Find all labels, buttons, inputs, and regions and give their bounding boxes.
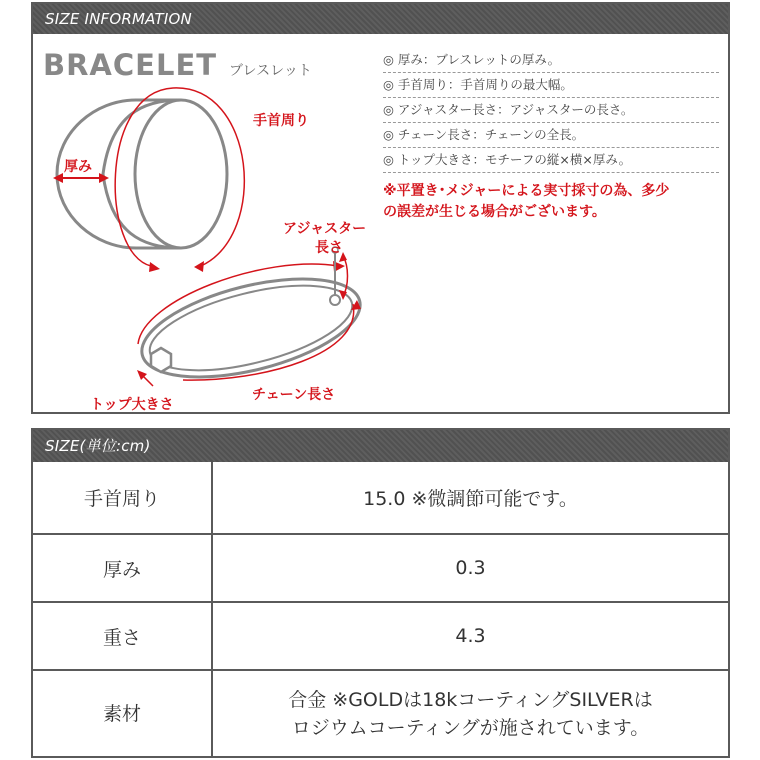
wrist-arrow-right: [194, 261, 204, 272]
adjuster-ring: [330, 295, 340, 305]
row-label: 素材: [33, 670, 212, 756]
top-motif: [151, 348, 171, 372]
adjuster-arc: [343, 256, 348, 296]
note-item: ◎ トップ大きさ：モチーフの縦×横×厚み。: [383, 148, 719, 173]
bangle-outline: [103, 100, 181, 248]
bangle-inner-ellipse: [135, 100, 227, 248]
row-value: 0.3: [212, 534, 728, 602]
note-item: ◎ アジャスター長さ：アジャスターの長さ。: [383, 98, 719, 123]
size-panel: [31, 428, 730, 758]
material-line-2: ロジウムコーティングが施されています。: [291, 716, 650, 739]
row-label: 厚み: [33, 534, 212, 602]
label-adjuster-1: アジャスター: [283, 221, 367, 237]
chain-inner: [142, 269, 361, 387]
label-top-size: トップ大きさ: [90, 397, 174, 413]
measurement-warning: [383, 181, 719, 223]
size-information-header: SIZE INFORMATION: [33, 4, 728, 34]
warning-line-1: ※平置き･メジャーによる実寸採寸の為、多少: [383, 183, 670, 199]
material-line-1: 合金 ※GOLDは18kコーティングSILVERは: [288, 688, 653, 711]
notes-list: [383, 48, 719, 223]
table-row: [33, 462, 728, 534]
row-value-material: [212, 670, 728, 756]
size-information-panel: [31, 2, 730, 414]
table-row: [33, 670, 728, 756]
row-label: 重さ: [33, 602, 212, 670]
warning-line-2: の誤差が生じる場合がございます。: [383, 204, 606, 220]
label-adjuster-2: 長さ: [315, 240, 343, 256]
note-item: ◎ 厚み：ブレスレットの厚み。: [383, 48, 719, 73]
note-item: ◎ チェーン長さ：チェーンの全長。: [383, 123, 719, 148]
label-chain-length: チェーン長さ: [252, 387, 336, 403]
title-japanese: ブレスレット: [229, 63, 312, 79]
size-header: SIZE(単位:cm): [33, 430, 728, 462]
note-item: ◎ 手首周り：手首周りの最大幅。: [383, 73, 719, 98]
title-english: BRACELET: [43, 48, 218, 82]
bracelet-title: [43, 48, 312, 82]
table-row: [33, 534, 728, 602]
wrist-arrow-left: [149, 262, 160, 272]
row-value: 15.0 ※微調節可能です。: [212, 462, 728, 534]
label-wrist: 手首周り: [253, 113, 309, 129]
size-table: [33, 462, 728, 756]
row-label: 手首周り: [33, 462, 212, 534]
table-row: [33, 602, 728, 670]
label-thickness: 厚み: [64, 159, 92, 175]
row-value: 4.3: [212, 602, 728, 670]
